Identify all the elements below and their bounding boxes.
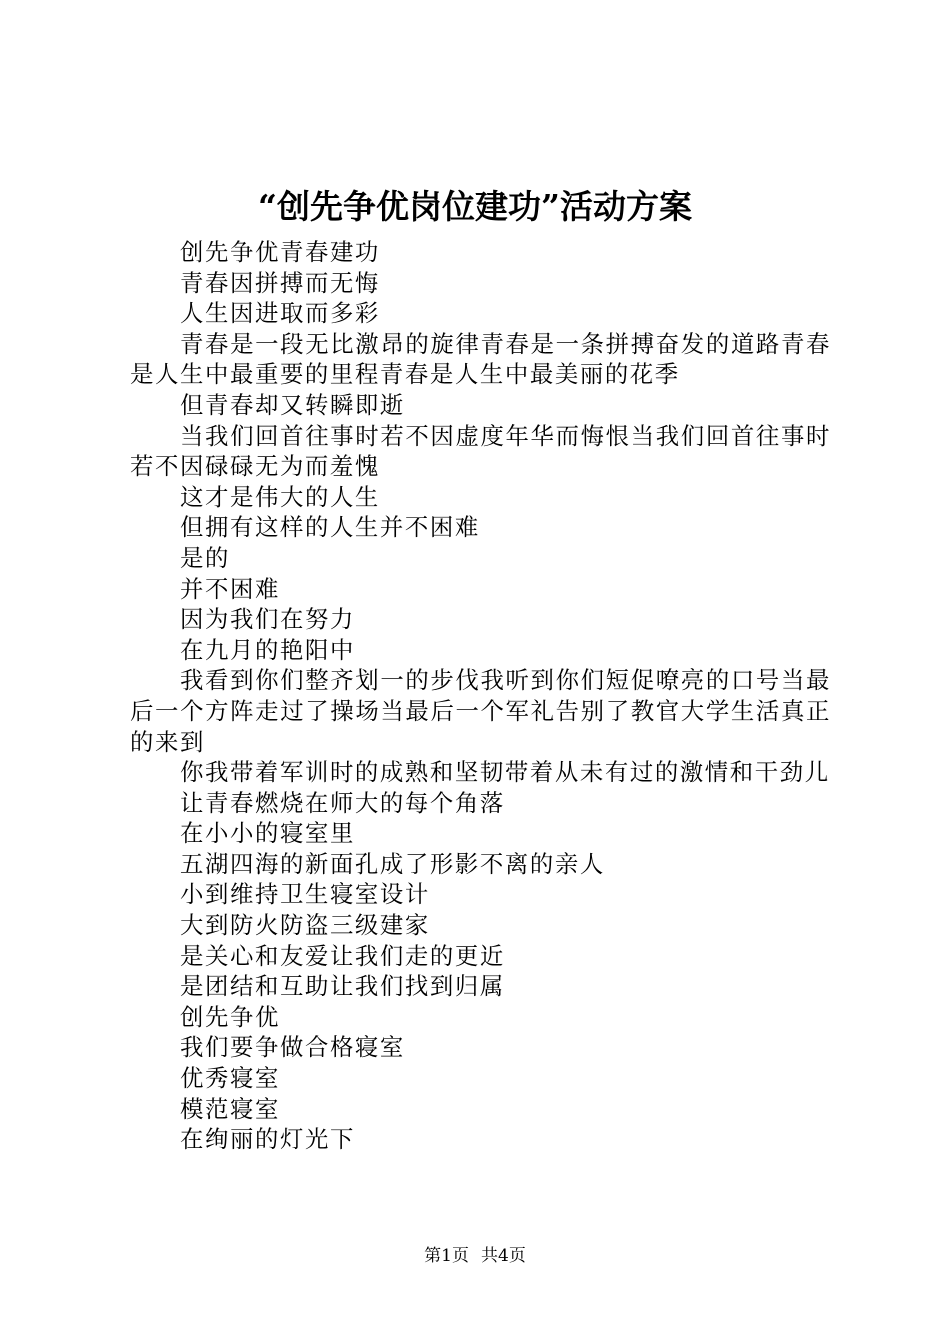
- page-total: 共4页: [481, 1246, 526, 1266]
- paragraph: 我看到你们整齐划一的步伐我听到你们短促嘹亮的口号当最后一个方阵走过了操场当最后一个军礼告别了教官大学生活真正的来到: [130, 666, 831, 756]
- paragraph: 人生因进取而多彩: [180, 299, 380, 328]
- paragraph: 青春是一段无比激昂的旋律青春是一条拼搏奋发的道路青春是人生中最重要的里程青春是人生中最美丽的花季: [130, 329, 831, 389]
- document-title: “创先争优岗位建功”活动方案: [258, 187, 692, 226]
- document-body: [130, 237, 831, 1155]
- paragraph: 在小小的寝室里: [180, 819, 355, 848]
- paragraph: 青春因拼搏而无悔: [180, 268, 380, 297]
- page-footer: [0, 1244, 950, 1268]
- paragraph: 这才是伟大的人生: [180, 482, 380, 511]
- paragraph: 我们要争做合格寝室: [180, 1033, 405, 1062]
- paragraph: 是关心和友爱让我们走的更近: [180, 941, 505, 970]
- paragraph: 是团结和互助让我们找到归属: [180, 972, 505, 1001]
- paragraph: 创先争优: [180, 1002, 280, 1031]
- page-number: 第1页: [424, 1246, 469, 1266]
- paragraph: 五湖四海的新面孔成了形影不离的亲人: [180, 849, 605, 878]
- paragraph: 但青春却又转瞬即逝: [180, 390, 405, 419]
- paragraph: 大到防火防盗三级建家: [180, 911, 430, 940]
- paragraph: 模范寝室: [180, 1094, 280, 1123]
- paragraph: 是的: [180, 543, 230, 572]
- paragraph: 创先争优青春建功: [180, 238, 380, 266]
- paragraph: 在九月的艳阳中: [180, 635, 355, 664]
- paragraph: 在绚丽的灯光下: [180, 1125, 355, 1154]
- paragraph: 小到维持卫生寝室设计: [180, 880, 430, 909]
- paragraph: 让青春燃烧在师大的每个角落: [180, 788, 505, 817]
- paragraph: 当我们回首往事时若不因虚度年华而悔恨当我们回首往事时若不因碌碌无为而羞愧: [130, 421, 831, 481]
- paragraph: 优秀寝室: [180, 1064, 280, 1093]
- paragraph: 并不困难: [180, 574, 280, 603]
- paragraph: 但拥有这样的人生并不困难: [180, 513, 480, 542]
- paragraph: 你我带着军训时的成熟和坚韧带着从未有过的激情和干劲儿: [180, 758, 830, 787]
- paragraph: 因为我们在努力: [180, 605, 355, 634]
